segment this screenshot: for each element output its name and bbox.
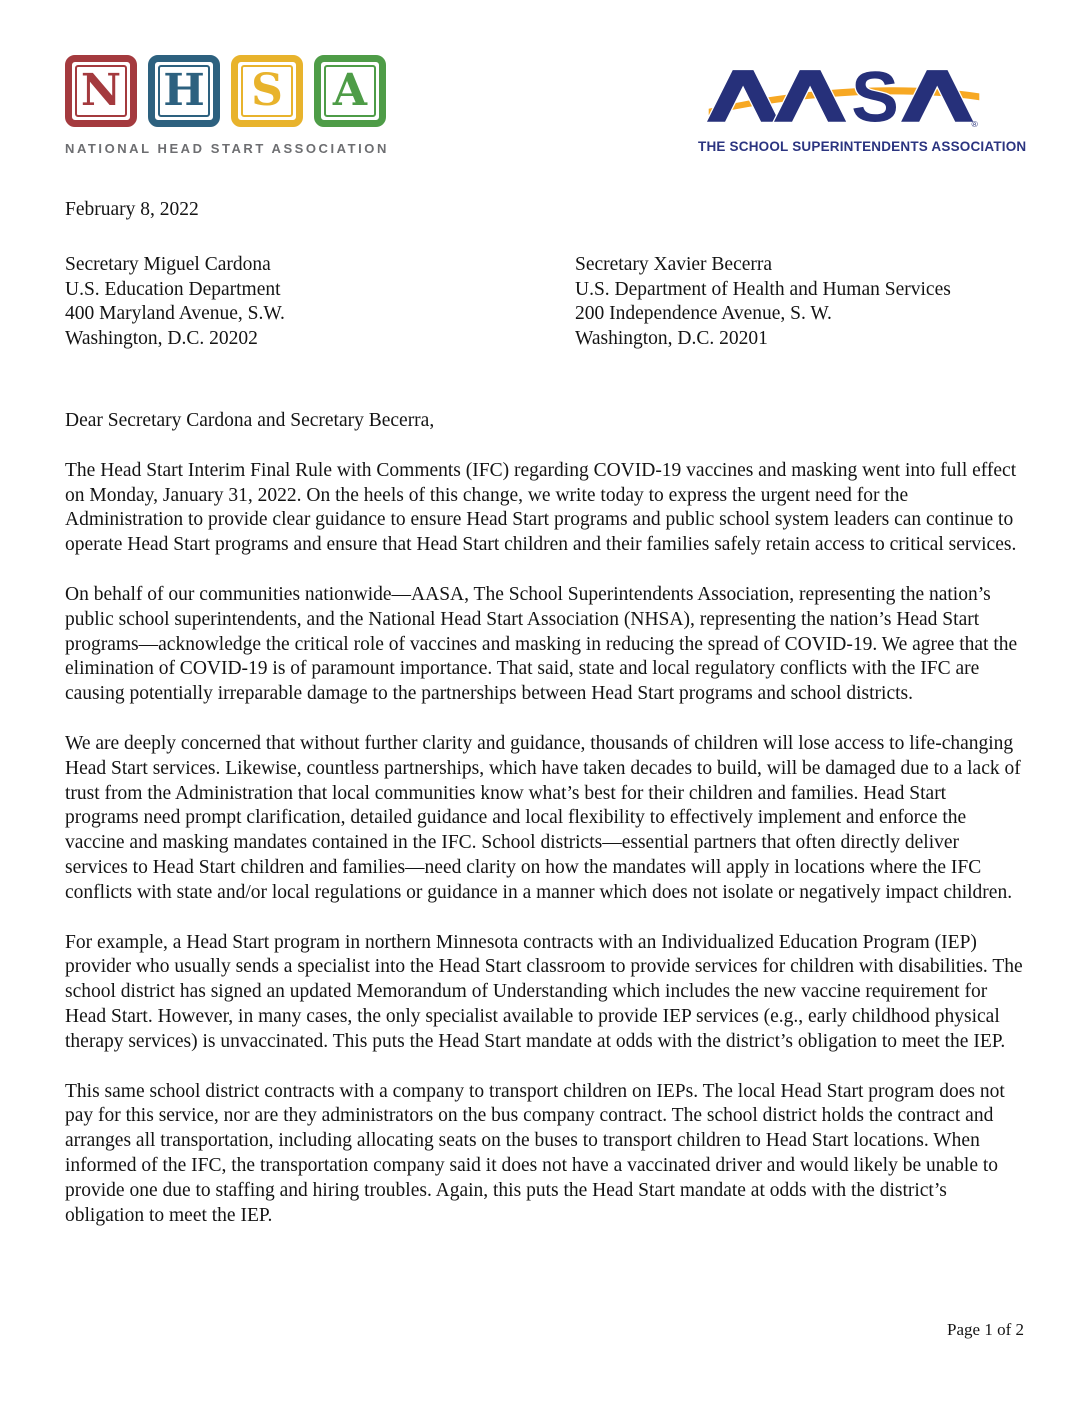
letter-paragraph: For example, a Head Start program in northern Minnesota contracts with an Individualized Education Program (IEP) provider who usually sends a specialist into the Head Start classroom to provide services for children with disabilities. The school district has signed an updated Memorandum of Understanding which includes the new vaccine requirement for Head Start. However, in many cases, the only specialist available to provide IEP services (e.g., early childhood physical therapy services) is unvaccinated. This puts the Head Start mandate at odds with the district’s obligation to meet the IEP.: [65, 931, 1023, 1052]
recipient-org: U.S. Department of Health and Human Services: [575, 278, 951, 300]
recipient-name: Secretary Miguel Cardona: [65, 253, 271, 275]
nhsa-block-h-icon: H: [148, 55, 220, 127]
aasa-logo: [698, 65, 1027, 160]
aasa-registered-mark: ®: [971, 118, 978, 129]
aasa-letter-a1: [707, 70, 779, 122]
nhsa-logo: [65, 55, 389, 162]
letter-date: February 8, 2022: [65, 199, 199, 220]
recipient-name: Secretary Xavier Becerra: [575, 253, 773, 275]
letter-body: [65, 459, 1023, 1229]
recipient-street: 200 Independence Avenue, S. W.: [575, 303, 832, 325]
letterhead: [65, 55, 1027, 167]
recipient-becerra: [575, 253, 951, 352]
nhsa-block-a-icon: A: [314, 55, 386, 127]
letter-paragraph: On behalf of our communities nationwide—AASA, The School Superintendents Association, representing the nation’s public school superintendents, and the National Head Start Association (NHSA), representing the nation’s Head Start programs—acknowledge the critical role of vaccines and masking in reducing the spread of COVID-19. We agree that the elimination of COVID-19 is of paramount importance. That said, state and local regulatory conflicts with the IFC are causing potentially irreparable damage to the partnerships between Head Start programs and school districts.: [65, 583, 1018, 705]
nhsa-logo-caption: NATIONAL HEAD START ASSOCIATION: [65, 141, 389, 156]
aasa-logo-tagline: THE SCHOOL SUPERINTENDENTS ASSOCIATION: [698, 139, 1027, 154]
recipient-cardona: [65, 253, 575, 352]
aasa-letter-s: S: [851, 65, 899, 132]
letter-paragraph: This same school district contracts with a company to transport children on IEPs. The local Head Start program does not pay for this service, nor are they administrators on the bus company contract. The school district holds the contract and arranges all transportation, including allocating seats on the buses to transport children to Head Start locations. When informed of the IFC, the transportation company said it does not have a vaccinated driver and would likely be unable to provide one due to staffing and hiring troubles. Again, this puts the Head Start mandate at odds with the district’s obligation to meet the IEP.: [65, 1080, 1005, 1226]
aasa-acronym-icon: [698, 65, 990, 132]
page-number: Page 1 of 2: [947, 1320, 1024, 1339]
nhsa-block-n-icon: N: [65, 55, 137, 127]
letter-paragraph: We are deeply concerned that without further clarity and guidance, thousands of children will lose access to life-changing Head Start services. Likewise, countless partnerships, which have taken decades to build, will be damaged due to a lack of trust from the Administration that local communities know what’s best for their children and families. Head Start programs need prompt clarification, detailed guidance and local flexibility to effectively implement and enforce the vaccine and masking mandates contained in the IFC. School districts—essential partners that often directly deliver services to Head Start children and families—need clarity on how the mandates will apply in locations where the IFC conflicts with state and/or local regulations or guidance in a manner which does not isolate or negatively impact children.: [65, 732, 1021, 903]
recipient-org: U.S. Education Department: [65, 278, 281, 300]
recipient-blocks: [65, 253, 1023, 352]
recipient-street: 400 Maryland Avenue, S.W.: [65, 303, 285, 325]
salutation: Dear Secretary Cardona and Secretary Becerra,: [65, 409, 435, 431]
letter-paragraph: The Head Start Interim Final Rule with Comments (IFC) regarding COVID-19 vaccines and masking went into full effect on Monday, January 31, 2022. On the heels of this change, we write today to express the urgent need for the Administration to provide clear guidance to ensure Head Start programs and public school system leaders can continue to operate Head Start programs and ensure that Head Start children and their families safely retain access to critical services.: [65, 459, 1017, 556]
nhsa-block-s-icon: S: [231, 55, 303, 127]
recipient-city: Washington, D.C. 20202: [65, 328, 258, 350]
recipient-city: Washington, D.C. 20201: [575, 328, 768, 350]
nhsa-logo-blocks: [65, 55, 386, 127]
